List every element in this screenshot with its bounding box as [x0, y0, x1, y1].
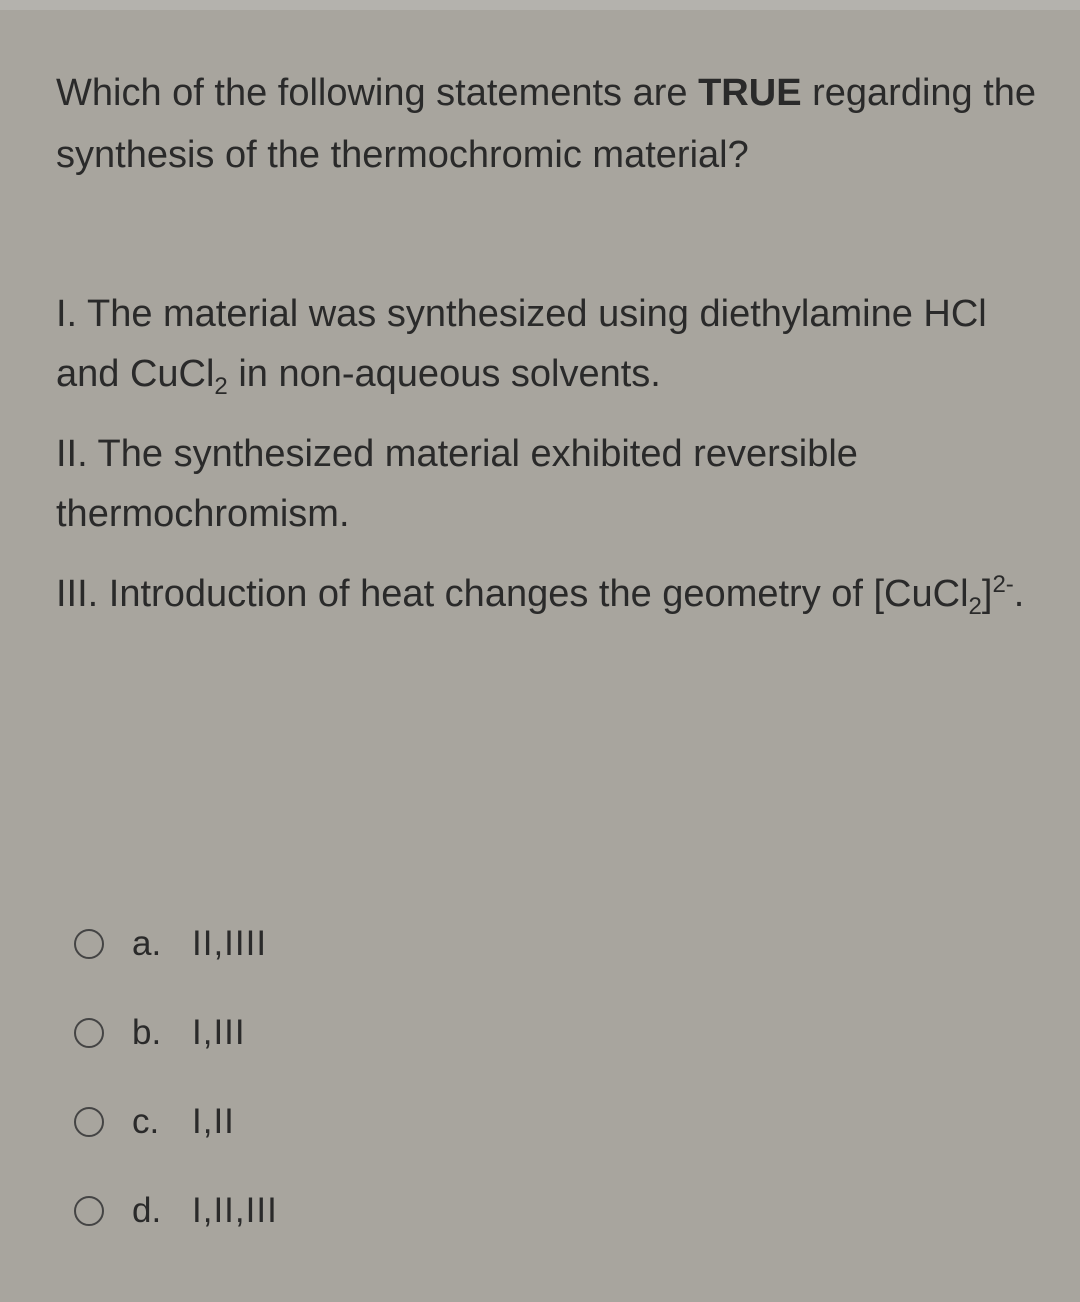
- option-b-letter: b.: [132, 1013, 162, 1052]
- option-c[interactable]: [74, 1092, 278, 1152]
- statement-2-text: II. The synthesized material exhibited reversible thermochromism.: [56, 433, 858, 535]
- radio-button-a[interactable]: [74, 929, 104, 959]
- radio-button-b[interactable]: [74, 1018, 104, 1048]
- question-emphasis: TRUE: [698, 72, 802, 114]
- statement-1-text-after: in non-aqueous solvents.: [227, 353, 661, 395]
- option-b[interactable]: [74, 1003, 278, 1063]
- option-b-value: I,III: [192, 1013, 246, 1052]
- option-d-value: I,II,III: [192, 1191, 278, 1230]
- statement-3-text-before: III. Introduction of heat changes the geometry of [CuCl: [56, 573, 969, 615]
- option-c-letter: c.: [132, 1102, 160, 1141]
- option-a-value: II,IIII: [192, 924, 268, 963]
- statement-1-subscript: 2: [214, 373, 228, 400]
- radio-button-d[interactable]: [74, 1196, 104, 1226]
- option-d-letter: d.: [132, 1191, 162, 1230]
- answer-options: [74, 914, 278, 1270]
- statement-3-text-after: .: [1013, 573, 1025, 615]
- statement-1-text-before: I. The material was synthesized using diethylamine HCl and CuCl: [56, 293, 987, 395]
- statement-3-text-mid: ]: [981, 573, 993, 615]
- question-prefix: Which of the following statements are: [56, 72, 699, 114]
- statement-3-subscript: 2: [968, 593, 982, 620]
- statements-list: [56, 284, 1046, 644]
- question-suffix: regarding the synthesis of the thermochromic material?: [56, 72, 1037, 176]
- question-text: [56, 62, 1046, 186]
- top-strip: [0, 0, 1080, 10]
- option-a-letter: a.: [132, 924, 162, 963]
- statement-3: [56, 564, 1046, 624]
- statement-1: [56, 284, 1046, 404]
- option-d[interactable]: [74, 1181, 278, 1241]
- statement-3-superscript: 2-: [992, 571, 1014, 598]
- radio-button-c[interactable]: [74, 1107, 104, 1137]
- option-a[interactable]: [74, 914, 278, 974]
- option-c-value: I,II: [192, 1102, 235, 1141]
- statement-2: [56, 424, 1046, 544]
